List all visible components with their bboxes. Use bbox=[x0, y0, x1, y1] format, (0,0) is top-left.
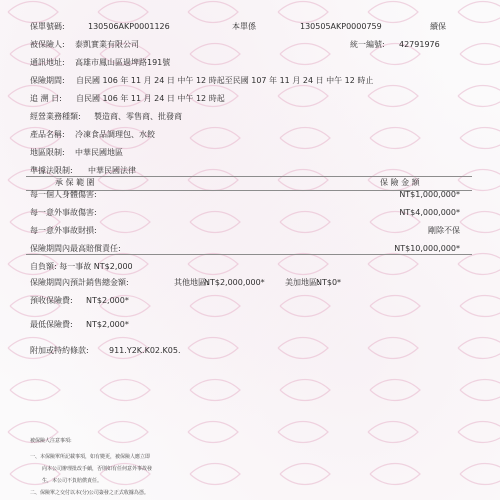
insurance-period-label: 保險期間: bbox=[30, 76, 65, 85]
unified-number: 42791976 bbox=[399, 40, 440, 49]
prepaid-premium-value: NT$2,000* bbox=[86, 296, 129, 305]
table-top-rule bbox=[26, 176, 472, 177]
insured-name: 泰凱實業有限公司 bbox=[75, 40, 139, 49]
region-limit-label: 地區限制: bbox=[30, 148, 65, 157]
region-limit-value: 中華民國地區 bbox=[75, 148, 123, 157]
usa-canada-label: 美加地區: bbox=[285, 278, 320, 287]
this-policy-label: 本單係 bbox=[232, 22, 256, 31]
additional-clauses-label: 附加或特約條款: bbox=[30, 346, 89, 355]
notes-title: 被保險人注意事項: bbox=[30, 438, 72, 444]
retro-date-label: 追 溯 日: bbox=[30, 94, 62, 103]
policy-number-label: 保單號碼: bbox=[30, 22, 65, 31]
estimated-sales-label: 保險期間內預計銷售總金額: bbox=[30, 278, 129, 287]
notes-line: 二、保險單之交付以本(分)公司簽發之正式收據為憑。 bbox=[30, 490, 149, 496]
minimum-premium-label: 最低保險費: bbox=[30, 320, 73, 329]
insured-amount-header: 保 險 金 額 bbox=[380, 178, 420, 187]
coverage-row-label: 每一個人身體傷害: bbox=[30, 190, 97, 199]
coverage-row-label: 每一意外事故財損: bbox=[30, 226, 97, 235]
product-name-value: 冷凍食品調理包、水餃 bbox=[75, 130, 155, 139]
governing-law-label: 準據法限制: bbox=[30, 166, 73, 175]
usa-canada-value: NT$0* bbox=[316, 278, 342, 287]
insured-label: 被保險人: bbox=[30, 40, 65, 49]
deductible-text: 自負額: 每一事故 NT$2,000 bbox=[30, 262, 133, 271]
coverage-scope-header: 承 保 範 圍 bbox=[55, 178, 95, 187]
governing-law-value: 中華民國法律 bbox=[88, 166, 136, 175]
address-value: 高雄市鳳山區過埤路191號 bbox=[75, 58, 171, 67]
prepaid-premium-label: 預收保險費: bbox=[30, 296, 73, 305]
table-bottom-rule bbox=[26, 254, 472, 255]
notes-line: 向本公司辦理批改手續，否則如有任何意外事故發 bbox=[42, 466, 153, 472]
policy-number: 130506AKP0001126 bbox=[88, 22, 170, 31]
minimum-premium-value: NT$2,000* bbox=[86, 320, 129, 329]
this-policy-number: 130505AKP0000759 bbox=[300, 22, 382, 31]
renewal-text: 續保 bbox=[430, 22, 446, 31]
other-region-value: NT$2,000,000* bbox=[204, 278, 265, 287]
coverage-row-amount: 剛除不保 bbox=[428, 226, 460, 235]
address-label: 通訊地址: bbox=[30, 58, 65, 67]
coverage-row-amount: NT$4,000,000* bbox=[399, 208, 460, 217]
insurance-period-value: 自民國 106 年 11 月 24 日 中午 12 時起至民國 107 年 11 月 24 日 中午 12 時止 bbox=[76, 76, 374, 85]
other-region-label: 其他地區: bbox=[174, 278, 209, 287]
retro-date-value: 自民國 106 年 11 月 24 日 中午 12 時起 bbox=[76, 94, 225, 103]
unified-number-label: 統一編號: bbox=[350, 40, 385, 49]
notes-line: 生，本公司不負賠償責任。 bbox=[42, 478, 103, 484]
business-type-value: 製造商、零售商、批發商 bbox=[94, 112, 182, 121]
coverage-row-amount: NT$1,000,000* bbox=[399, 190, 460, 199]
coverage-row-amount: NT$10,000,000* bbox=[394, 244, 460, 253]
coverage-row-label: 每一意外事故傷害: bbox=[30, 208, 97, 217]
business-type-label: 經營業務種類: bbox=[30, 112, 81, 121]
product-name-label: 產品名稱: bbox=[30, 130, 65, 139]
additional-clauses-value: 911.Y2K.K02.K05. bbox=[109, 346, 181, 355]
coverage-row-label: 保險期間內最高賠償責任: bbox=[30, 244, 121, 253]
notes-line: 一、本保險單所記載事項，如有變更，被保險人應立即 bbox=[30, 454, 151, 460]
